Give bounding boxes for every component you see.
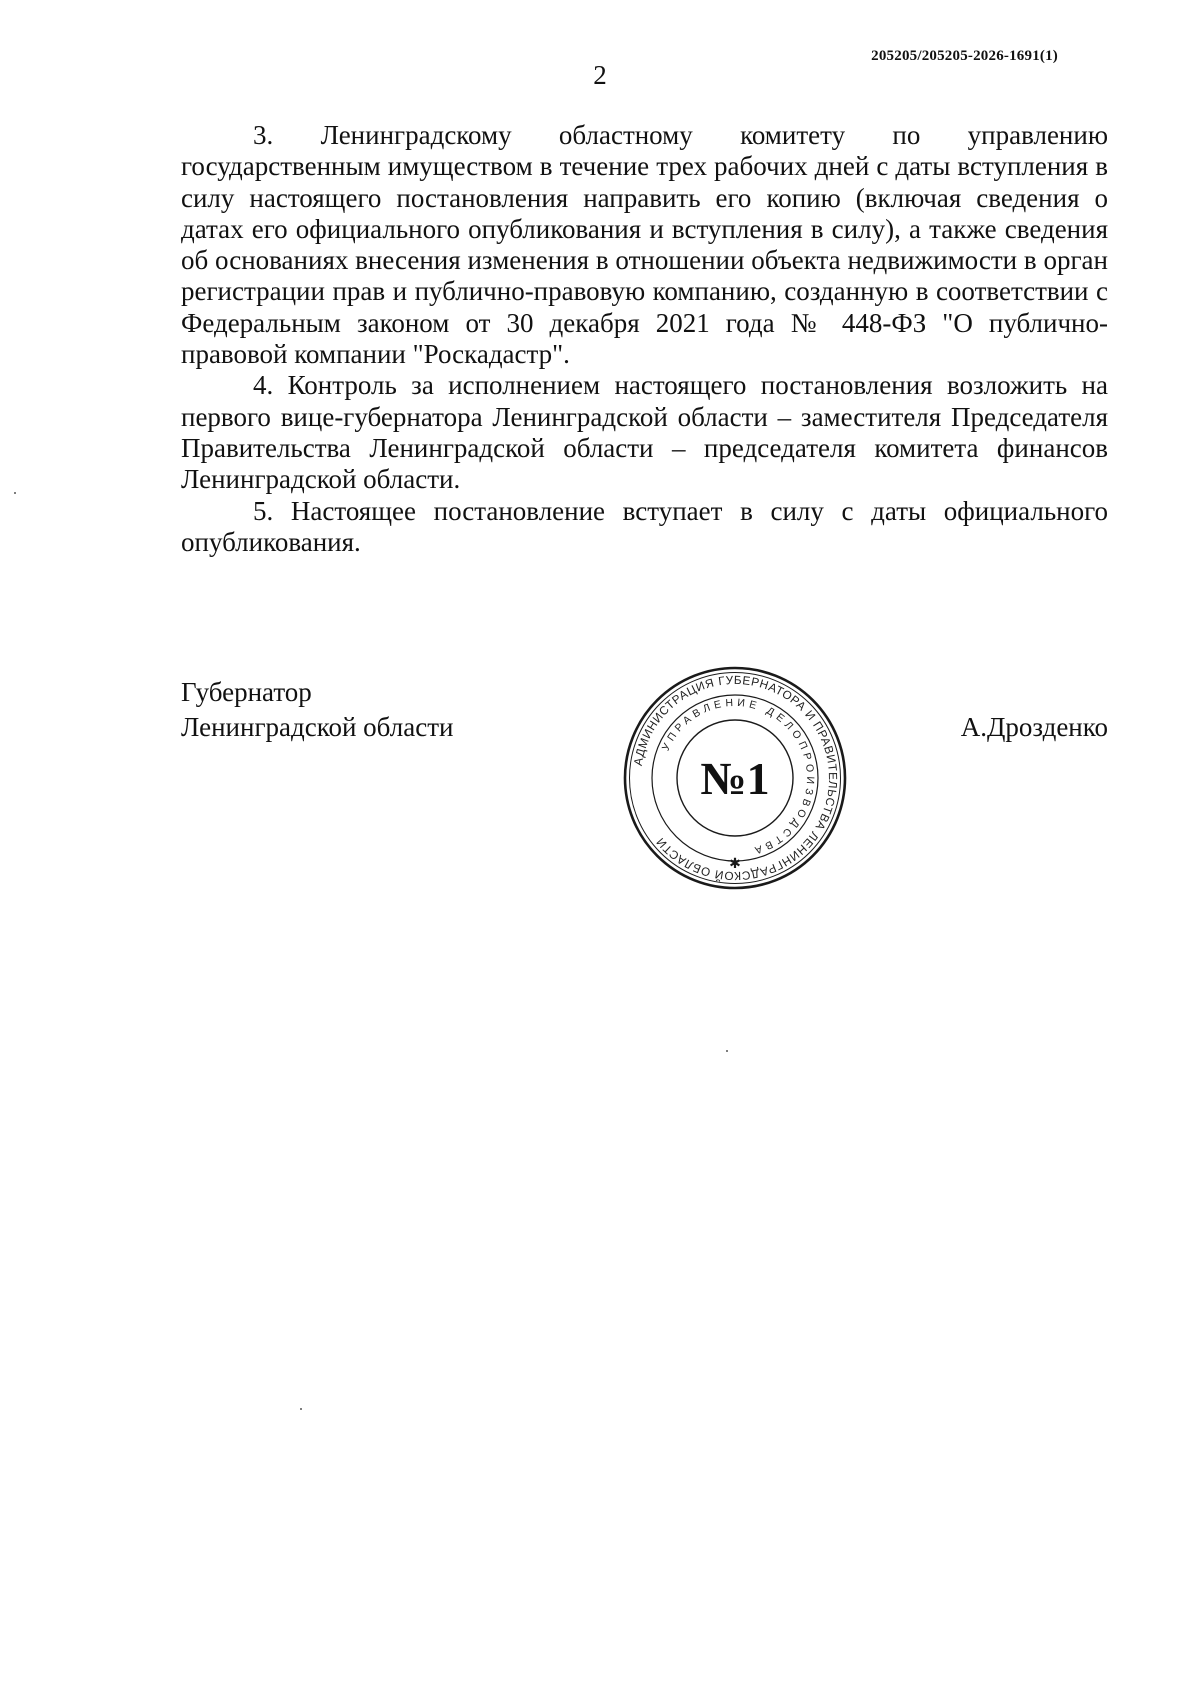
paragraph-3: 3. Ленинградскому областному комитету по управлению государственным имуществом в течение трех рабочих дней с даты вступления в силу настоящего постановления направить его копию (включая сведения о датах его официального опубликования и вступления в силу), а также сведения об основаниях внесения изменения в отношении объекта недвижимости в орган регистрации прав и публично-правовую компанию, созданную в соответствии с Федеральным законом от 30 декабря 2021 года № 448-ФЗ "О публично-правовой компании "Роскадастр".: [181, 120, 1108, 370]
seal-inner-text: УПРАВЛЕНИЕ ДЕЛОПРОИЗВОДСТВА: [659, 696, 817, 858]
scan-speck: [300, 1408, 302, 1410]
signatory-position-line2: Ленинградской области: [181, 712, 454, 742]
signatory-name: А.Дрозденко: [960, 712, 1108, 742]
seal-star-icon: ✱: [729, 856, 741, 872]
paragraph-4: 4. Контроль за исполнением настоящего постановления возложить на первого вице-губернатора Ленинградской области – заместителя Председателя Правительства Ленинградской области – председателя комитета финансов Ленинградской области.: [181, 370, 1108, 495]
seal-number: №1: [700, 753, 770, 804]
scan-speck: [14, 492, 16, 494]
signatory-position: [181, 675, 453, 745]
seal-outer-text: АДМИНИСТРАЦИЯ ГУБЕРНАТОРА И ПРАВИТЕЛЬСТВА ЛЕНИНГРАДСКОЙ ОБЛАСТИ: [630, 672, 841, 884]
document-registration-code: 205205/205205-2026-1691(1): [871, 48, 1058, 64]
scan-speck: [726, 1050, 728, 1052]
document-body: [181, 120, 1108, 558]
page-number: 2: [593, 60, 607, 90]
seal-graphic: [620, 663, 850, 893]
signatory-position-line1: Губернатор: [181, 677, 312, 707]
official-seal: [620, 663, 850, 893]
paragraph-5: 5. Настоящее постановление вступает в силу с даты официального опубликования.: [181, 495, 1108, 557]
